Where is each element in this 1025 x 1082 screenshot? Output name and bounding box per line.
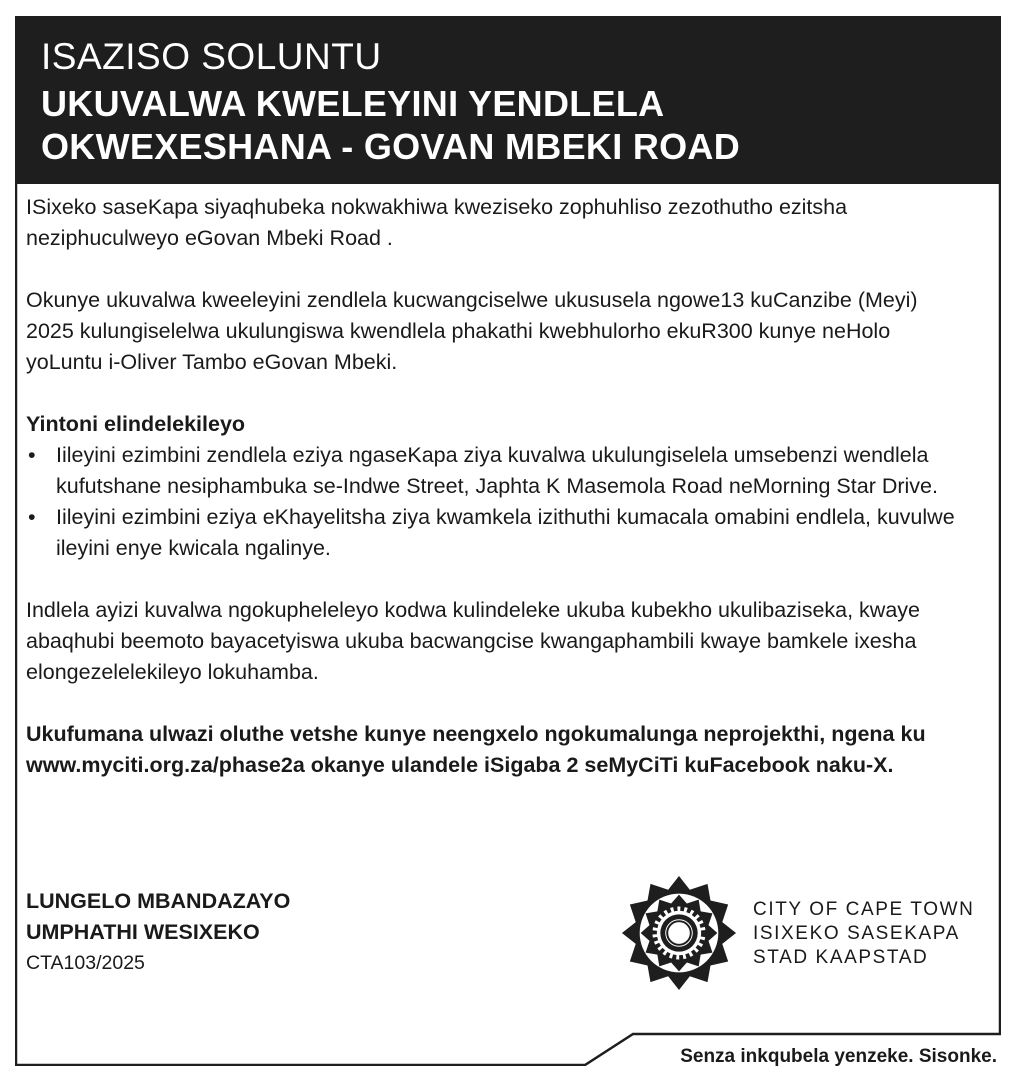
signatory-role: UMPHATHI WESIXEKO bbox=[26, 920, 260, 944]
signature-block bbox=[26, 886, 290, 979]
list-item-text: Iileyini ezimbini zendlela eziya ngaseKapa ziya kuvalwa ukulungiselela umsebenzi wendlela kufutshane nesiphambuka se-Indwe Street, Japhta K Masemola Road neMorning Star Drive. bbox=[56, 443, 938, 498]
headline-line-2: OKWEXESHANA - GOVAN MBEKI ROAD bbox=[41, 126, 741, 167]
headline-line-1: UKUVALWA KWELEYINI YENDLELA bbox=[41, 83, 665, 124]
reference-number: CTA103/2025 bbox=[26, 952, 145, 974]
notice-headline bbox=[41, 82, 1001, 168]
logo-line-afrikaans: STAD KAAPSTAD bbox=[753, 947, 929, 968]
intro-paragraph: ISixeko saseKapa siyaqhubeka nokwakhiwa kweziseko zophuhliso zezothutho ezitsha neziphuculweyo eGovan Mbeki Road . bbox=[26, 195, 848, 250]
expectations-list bbox=[26, 440, 966, 564]
notice-body bbox=[26, 192, 966, 781]
logo-text bbox=[753, 898, 974, 970]
closure-paragraph: Okunye ukuvalwa kweeleyini zendlela kucwangciselwe ukususela ngowe13 kuCanzibe (Meyi) 2025 kulungiselelwa ukulungiswa kwendlela phakathi kwebhulorho ekuR300 kunye neHolo yoLuntu i-Oliver Tambo eGovan Mbeki. bbox=[26, 288, 918, 374]
notice-kicker: ISAZISO SOLUNTU bbox=[41, 36, 382, 77]
city-logo bbox=[620, 872, 1000, 992]
delay-paragraph: Indlela ayizi kuvalwa ngokupheleleyo kodwa kulindeleke ukuba kubekho ukulibaziseka, kwaye abaqhubi beemoto bayacetyiswa ukuba bacwangcise kwangaphambili kwaye bamkele ixesha elongezelelekileyo lokuhamba. bbox=[26, 598, 921, 684]
list-item bbox=[26, 502, 966, 564]
signatory-name: LUNGELO MBANDAZAYO bbox=[26, 889, 291, 913]
bullet-icon: • bbox=[28, 443, 36, 467]
slogan: Senza inkqubela yenzeke. Sisonke. bbox=[680, 1046, 997, 1067]
list-item bbox=[26, 440, 966, 502]
notice-header bbox=[15, 16, 1001, 184]
list-item-text: Iileyini ezimbini eziya eKhayelitsha ziya kwamkela izithuthi kumacala omabini endlela, kuvulwe ileyini enye kwicala ngalinye. bbox=[56, 505, 955, 560]
expectations-heading: Yintoni elindelekileyo bbox=[26, 412, 246, 436]
city-of-cape-town-emblem-icon bbox=[620, 874, 738, 992]
more-info-paragraph: Ukufumana ulwazi oluthe vetshe kunye neengxelo ngokumalunga neprojekthi, ngena ku www.myciti.org.za/phase2a okanye ulandele iSigaba 2 seMyCiTi kuFacebook naku-X. bbox=[26, 722, 926, 777]
logo-line-english: CITY OF CAPE TOWN bbox=[753, 899, 975, 920]
logo-line-xhosa: ISIXEKO SASEKAPA bbox=[753, 923, 960, 944]
bullet-icon: • bbox=[28, 505, 36, 529]
